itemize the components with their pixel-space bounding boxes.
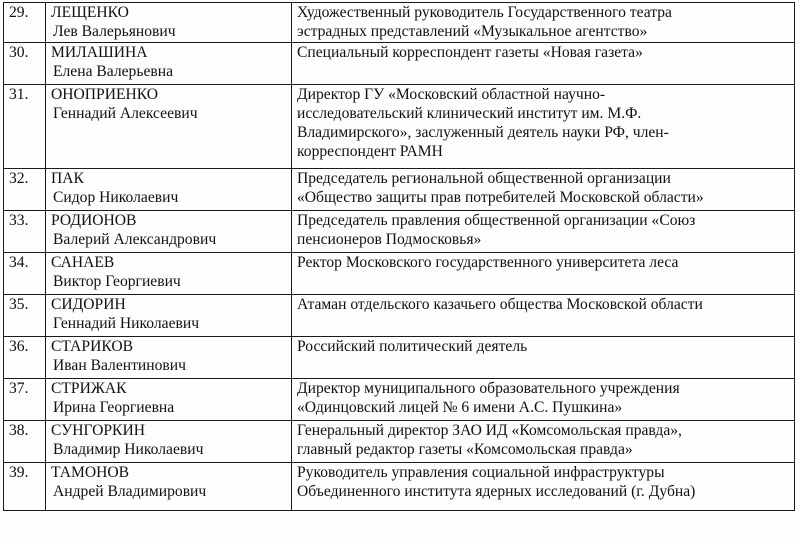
position-cell bbox=[292, 295, 795, 337]
table-row bbox=[4, 169, 795, 211]
table-row bbox=[4, 379, 795, 421]
given-names: Андрей Владимирович bbox=[53, 483, 207, 500]
position-cell bbox=[292, 169, 795, 211]
given-names: Виктор Георгиевич bbox=[53, 273, 181, 290]
person-name-cell bbox=[46, 253, 292, 295]
surname: СИДОРИН bbox=[51, 296, 126, 313]
table-row bbox=[4, 337, 795, 379]
given-names: Геннадий Алексеевич bbox=[53, 105, 198, 122]
row-number: 32. bbox=[4, 169, 46, 211]
position-line: Председатель региональной общественной организации bbox=[297, 170, 671, 187]
position-line: исследовательский клинический институт им. М.Ф. bbox=[297, 105, 642, 122]
table-row bbox=[4, 421, 795, 463]
position-line: Руководитель управления социальной инфраструктуры bbox=[297, 464, 665, 481]
surname: САНАЕВ bbox=[51, 254, 115, 271]
members-table-body bbox=[4, 3, 795, 511]
position-line: Объединенного института ядерных исследований (г. Дубна) bbox=[297, 483, 696, 500]
row-number: 33. bbox=[4, 211, 46, 253]
position-line: Российский политический деятель bbox=[297, 338, 528, 355]
person-name-cell bbox=[46, 421, 292, 463]
row-number: 36. bbox=[4, 337, 46, 379]
position-line: Владимирского», заслуженный деятель науки РФ, член- bbox=[297, 124, 669, 141]
table-row bbox=[4, 3, 795, 43]
row-number: 34. bbox=[4, 253, 46, 295]
table-row bbox=[4, 211, 795, 253]
position-line: Специальный корреспондент газеты «Новая газета» bbox=[297, 44, 643, 61]
row-number: 39. bbox=[4, 463, 46, 511]
table-row bbox=[4, 253, 795, 295]
position-line: главный редактор газеты «Комсомольская правда» bbox=[297, 441, 633, 458]
surname: СУНГОРКИН bbox=[51, 422, 145, 439]
surname: ОНОПРИЕНКО bbox=[51, 86, 159, 103]
position-line: Художественный руководитель Государственного театра bbox=[297, 4, 672, 21]
position-cell bbox=[292, 421, 795, 463]
surname: ТАМОНОВ bbox=[51, 464, 130, 481]
row-number: 31. bbox=[4, 85, 46, 169]
table-row bbox=[4, 463, 795, 511]
table-row bbox=[4, 43, 795, 85]
person-name-cell bbox=[46, 463, 292, 511]
given-names: Сидор Николаевич bbox=[53, 189, 179, 206]
given-names: Геннадий Николаевич bbox=[53, 315, 200, 332]
position-line: Директор муниципального образовательного учреждения bbox=[297, 380, 680, 397]
members-table bbox=[3, 2, 795, 511]
position-cell bbox=[292, 85, 795, 169]
row-number: 38. bbox=[4, 421, 46, 463]
surname: СТРИЖАК bbox=[51, 380, 127, 397]
person-name-cell bbox=[46, 295, 292, 337]
surname: СТАРИКОВ bbox=[51, 338, 134, 355]
surname: МИЛАШИНА bbox=[51, 44, 148, 61]
position-line: Ректор Московского государственного университета леса bbox=[297, 254, 679, 271]
person-name-cell bbox=[46, 379, 292, 421]
given-names: Валерий Александрович bbox=[53, 231, 217, 248]
position-line: «Одинцовский лицей № 6 имени А.С. Пушкина» bbox=[297, 399, 623, 416]
row-number: 37. bbox=[4, 379, 46, 421]
surname: ЛЕЩЕНКО bbox=[51, 4, 129, 21]
person-name-cell bbox=[46, 169, 292, 211]
position-cell bbox=[292, 379, 795, 421]
position-line: «Общество защиты прав потребителей Московской области» bbox=[297, 189, 704, 206]
position-line: Генеральный директор ЗАО ИД «Комсомольская правда», bbox=[297, 422, 682, 439]
given-names: Владимир Николаевич bbox=[53, 441, 204, 458]
person-name-cell bbox=[46, 211, 292, 253]
person-name-cell bbox=[46, 3, 292, 43]
table-row bbox=[4, 295, 795, 337]
given-names: Ирина Георгиевна bbox=[53, 399, 175, 416]
given-names: Лев Валерьянович bbox=[53, 23, 176, 40]
position-line: Атаман отдельского казачьего общества Московской области bbox=[297, 296, 703, 313]
position-line: Председатель правления общественной организации «Союз bbox=[297, 212, 696, 229]
position-cell bbox=[292, 43, 795, 85]
given-names: Иван Валентинович bbox=[53, 357, 186, 374]
person-name-cell bbox=[46, 43, 292, 85]
row-number: 35. bbox=[4, 295, 46, 337]
surname: РОДИОНОВ bbox=[51, 212, 137, 229]
row-number: 29. bbox=[4, 3, 46, 43]
position-cell bbox=[292, 3, 795, 43]
surname: ПАК bbox=[51, 170, 84, 187]
person-name-cell bbox=[46, 85, 292, 169]
table-row bbox=[4, 85, 795, 169]
position-line: пенсионеров Подмосковья» bbox=[297, 231, 482, 248]
position-cell bbox=[292, 211, 795, 253]
position-line: эстрадных представлений «Музыкальное агентство» bbox=[297, 23, 648, 40]
person-name-cell bbox=[46, 337, 292, 379]
position-line: Директор ГУ «Московский областной научно- bbox=[297, 86, 606, 103]
given-names: Елена Валерьевна bbox=[53, 63, 174, 80]
position-cell bbox=[292, 253, 795, 295]
row-number: 30. bbox=[4, 43, 46, 85]
position-line: корреспондент РАМН bbox=[297, 143, 443, 160]
position-cell bbox=[292, 463, 795, 511]
position-cell bbox=[292, 337, 795, 379]
